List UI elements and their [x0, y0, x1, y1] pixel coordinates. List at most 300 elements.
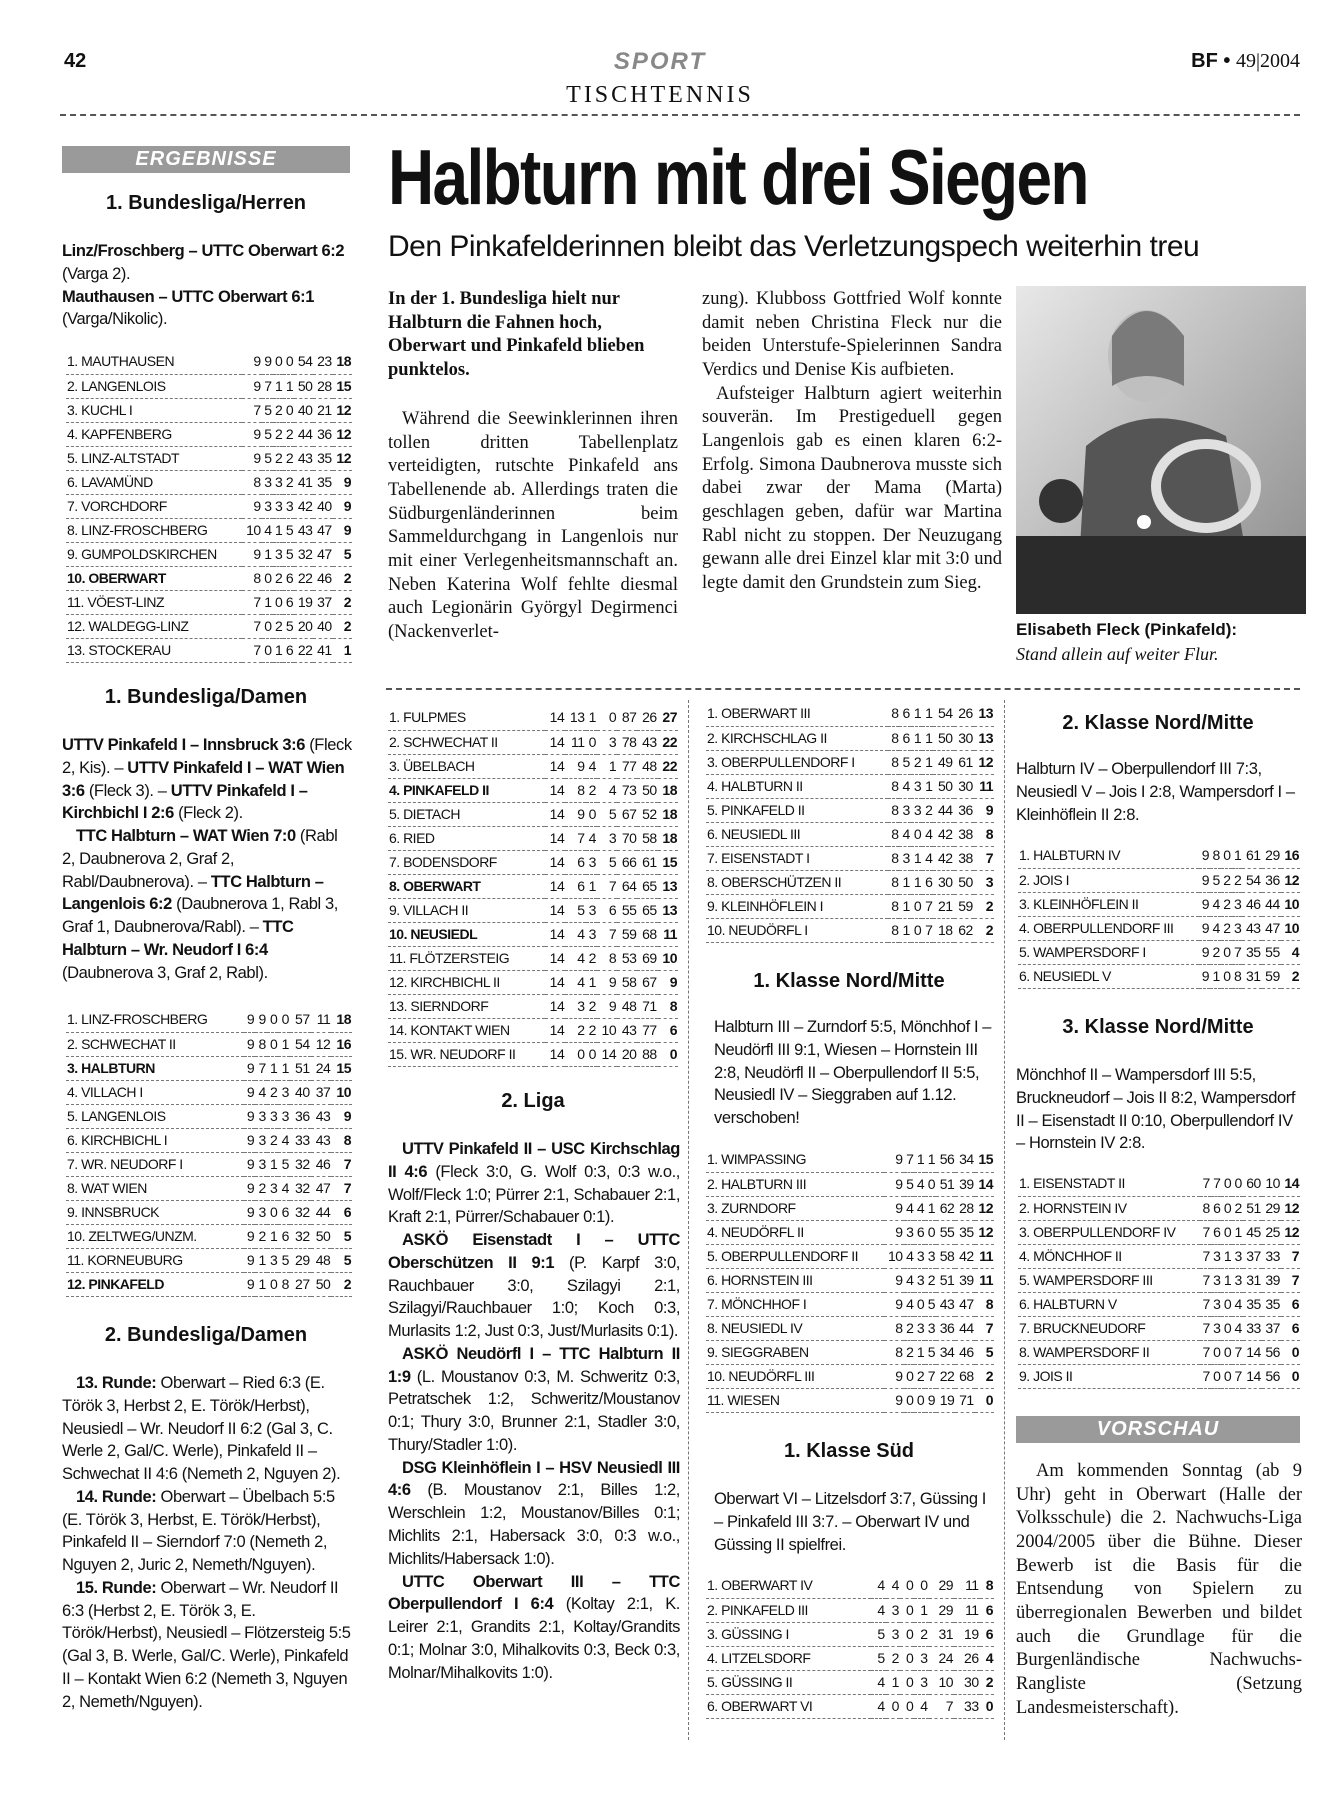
stat-cell: 7	[1200, 1364, 1211, 1388]
points-cell: 0	[1281, 1340, 1300, 1364]
stat-cell: 65	[637, 874, 657, 898]
k1sued-heading: 1. Klasse Süd	[783, 1440, 915, 1462]
stat-cell: 55	[617, 898, 637, 922]
stat-cell: 1	[586, 706, 597, 730]
team-name-cell: 7. VORCHDORF	[66, 494, 242, 518]
points-cell: 8	[658, 994, 678, 1018]
liga2-detail: (L. Moustanov 0:3, M. Schweritz 0:3, Petratschek 1:2, Schweritz/Moustanov 0:1; Thury 3:0, Brunner 2:1, Stadler 3:0, Thury/Stadler 1:0).	[388, 1367, 680, 1454]
team-name-cell: 3. OBERPULLENDORF IV	[1018, 1220, 1200, 1244]
team-name-cell: 3. ZURNDORF	[706, 1196, 884, 1220]
team-name-cell: 1. OBERWART III	[706, 702, 888, 726]
table-row	[66, 1224, 352, 1248]
table-row	[66, 374, 352, 398]
stat-cell: 1	[925, 1148, 936, 1172]
stat-cell: 50	[311, 1224, 332, 1248]
stat-cell: 1	[283, 374, 294, 398]
stat-cell: 7	[1200, 1268, 1211, 1292]
stat-cell: 6	[283, 566, 294, 590]
liga2-heading: 2. Liga	[501, 1090, 565, 1112]
points-cell: 0	[1281, 1364, 1300, 1388]
stat-cell: 9	[242, 422, 261, 446]
stat-cell: 5	[262, 398, 273, 422]
damen1-match: UTTV Pinkafeld I – WAT Wien 3:6	[62, 758, 345, 800]
table-row	[706, 870, 994, 894]
stat-cell: 11	[954, 1574, 980, 1598]
stat-cell: 47	[313, 542, 332, 566]
table-row	[66, 1128, 352, 1152]
table-row	[1018, 1292, 1300, 1316]
table-row	[706, 894, 994, 918]
stat-cell: 46	[313, 566, 332, 590]
table-row	[66, 350, 352, 374]
stat-cell: 50	[933, 774, 953, 798]
team-name-cell: 4. LITZELSDORF	[706, 1646, 871, 1670]
team-name-cell: 4. MÖNCHHOF II	[1018, 1244, 1200, 1268]
stat-cell: 1	[1232, 844, 1243, 868]
stat-cell: 6	[914, 1220, 925, 1244]
stat-cell: 33	[1262, 1244, 1281, 1268]
k3nord-standings-table	[1018, 1172, 1300, 1389]
stat-cell: 2	[904, 1316, 915, 1340]
stat-cell: 2	[565, 1018, 585, 1042]
table-row	[1018, 1268, 1300, 1292]
stat-cell: 25	[1262, 1220, 1281, 1244]
stat-cell: 4	[871, 1694, 885, 1718]
stat-cell: 40	[313, 614, 332, 638]
stat-cell: 7	[242, 614, 261, 638]
team-name-cell: 9. GUMPOLDSKIRCHEN	[66, 542, 242, 566]
stat-cell: 3	[886, 1598, 900, 1622]
stat-cell: 1	[911, 726, 922, 750]
stat-cell: 7	[1200, 1244, 1211, 1268]
stat-cell: 34	[936, 1340, 955, 1364]
team-name-cell: 2. SCHWECHAT II	[388, 730, 545, 754]
stat-cell: 13	[565, 706, 585, 730]
table-row	[706, 1694, 994, 1718]
stat-cell: 71	[955, 1388, 974, 1412]
points-cell: 7	[974, 846, 994, 870]
stat-cell: 51	[936, 1268, 955, 1292]
liga2-detail: (Fleck 3:0, G. Wolf 0:3, 0:3 w.o., Wolf/Fleck 1:0; Pürrer 2:1, Schabauer 2:1, Kraft 2:1, Pürrer/Schabauer 0:1).	[388, 1162, 680, 1227]
stat-cell: 33	[290, 1128, 311, 1152]
stat-cell: 3	[267, 1176, 279, 1200]
damen1-detail: (Fleck 2, Kis). –	[62, 736, 352, 777]
stat-cell: 77	[637, 1018, 657, 1042]
team-name-cell: 3. HALBTURN	[66, 1056, 244, 1080]
stat-cell: 10	[884, 1244, 903, 1268]
stat-cell: 7	[1200, 1172, 1211, 1196]
points-cell: 9	[974, 798, 994, 822]
stat-cell: 22	[936, 1364, 955, 1388]
stat-cell: 46	[311, 1152, 332, 1176]
points-cell: 2	[974, 918, 994, 942]
stat-cell: 30	[933, 870, 953, 894]
stat-cell: 1	[586, 970, 597, 994]
team-name-cell: 1. LINZ-FROSCHBERG	[66, 1008, 244, 1032]
team-name-cell: 2. JOIS I	[1018, 868, 1199, 892]
damen1-detail: (Rabl 2, Daubnerova 2, Graf 2, Rabl/Daubnerova). –	[62, 827, 338, 891]
damen2-results	[62, 1372, 352, 1713]
stat-cell: 37	[313, 590, 332, 614]
stat-cell: 7	[929, 1694, 955, 1718]
stat-cell: 7	[922, 894, 933, 918]
stat-cell: 44	[933, 798, 953, 822]
stat-cell: 11	[954, 1598, 980, 1622]
stat-cell: 9	[597, 994, 617, 1018]
team-name-cell: 8. WAT WIEN	[66, 1176, 244, 1200]
stat-cell: 2	[273, 446, 284, 470]
stat-cell: 2	[267, 1080, 279, 1104]
stat-cell: 9	[244, 1272, 256, 1296]
stat-cell: 1	[262, 590, 273, 614]
stat-cell: 4	[904, 1292, 915, 1316]
damen2-r13-label: 13. Runde:	[76, 1374, 157, 1392]
points-cell: 13	[974, 726, 994, 750]
stat-cell: 3	[262, 494, 273, 518]
stat-cell: 4	[1232, 1316, 1243, 1340]
points-cell: 9	[333, 518, 352, 542]
stat-cell: 60	[1243, 1172, 1262, 1196]
stat-cell: 1	[597, 754, 617, 778]
team-name-cell: 5. WAMPERSDORF I	[1018, 940, 1199, 964]
points-cell: 12	[1281, 1220, 1300, 1244]
issue-number: 49|2004	[1235, 50, 1300, 72]
stat-cell: 50	[311, 1272, 332, 1296]
table-row	[706, 798, 994, 822]
stat-cell: 9	[884, 1364, 903, 1388]
stat-cell: 40	[290, 1080, 311, 1104]
points-cell: 0	[980, 1694, 994, 1718]
stat-cell: 5	[262, 422, 273, 446]
stat-cell: 7	[262, 374, 273, 398]
stat-cell: 55	[1262, 940, 1281, 964]
stat-cell: 47	[1262, 916, 1281, 940]
stat-cell: 21	[313, 398, 332, 422]
stat-cell: 31	[1242, 964, 1261, 988]
stat-cell: 9	[244, 1176, 256, 1200]
table-row	[1018, 1340, 1300, 1364]
team-name-cell: 8. WAMPERSDORF II	[1018, 1340, 1200, 1364]
team-name-cell: 10. ZELTWEG/UNZM.	[66, 1224, 244, 1248]
stat-cell: 9	[244, 1200, 256, 1224]
stat-cell: 2	[273, 614, 284, 638]
stat-cell: 5	[1210, 868, 1221, 892]
preview-text: Am kommenden Sonntag (ab 9 Uhr) geht in Oberwart (Halle der Volksschule) die 2. Nachwuchs-Liga 2004/2005 über die Bühne. Dieser Bewerb ist die Basis für die Entsendung von Spielern zu überregionalen Bewerben und bildet auch die Grundlage für die Burgenländische Nachwuchs-Rangliste (Setzung Landesmeisterschaft).	[1016, 1461, 1302, 1718]
stat-cell: 1	[255, 1248, 267, 1272]
team-name-cell: 7. MÖNCHHOF I	[706, 1292, 884, 1316]
table-row	[66, 470, 352, 494]
team-name-cell: 8. LINZ-FROSCHBERG	[66, 518, 242, 542]
stat-cell: 14	[545, 970, 565, 994]
table-row	[1018, 916, 1300, 940]
k3nord-heading: 3. Klasse Nord/Mitte	[1062, 1016, 1254, 1038]
stat-cell: 0	[565, 1042, 585, 1066]
stat-cell: 4	[1210, 916, 1221, 940]
stat-cell: 2	[586, 946, 597, 970]
table-row	[66, 446, 352, 470]
points-cell: 2	[333, 566, 352, 590]
stat-cell: 3	[1211, 1316, 1222, 1340]
table-row	[388, 754, 678, 778]
stat-cell: 0	[267, 1272, 279, 1296]
stat-cell: 9	[242, 494, 261, 518]
liga2-standings-table	[706, 702, 994, 943]
stat-cell: 32	[290, 1224, 311, 1248]
team-name-cell: 3. ÜBELBACH	[388, 754, 545, 778]
stat-cell: 42	[955, 1244, 974, 1268]
damen2-heading: 2. Bundesliga/Damen	[104, 1324, 308, 1346]
stat-cell: 50	[637, 778, 657, 802]
points-cell: 5	[333, 542, 352, 566]
stat-cell: 2	[911, 750, 922, 774]
stat-cell: 37	[1243, 1244, 1262, 1268]
stat-cell: 9	[884, 1196, 903, 1220]
points-cell: 4	[980, 1646, 994, 1670]
team-name-cell: 5. DIETACH	[388, 802, 545, 826]
stat-cell: 7	[922, 918, 933, 942]
points-cell: 10	[1281, 892, 1300, 916]
points-cell: 13	[974, 702, 994, 726]
stat-cell: 9	[565, 754, 585, 778]
stat-cell: 54	[290, 1032, 311, 1056]
points-cell: 14	[1281, 1172, 1300, 1196]
team-name-cell: 4. VILLACH I	[66, 1080, 244, 1104]
k1sued-text: Oberwart VI – Litzelsdorf 3:7, Güssing I – Pinkafeld III 3:7. – Oberwart IV und Güssing II spielfrei.	[714, 1490, 986, 1554]
team-name-cell: 5. PINKAFELD II	[706, 798, 888, 822]
stat-cell: 68	[955, 1364, 974, 1388]
points-cell: 15	[331, 1056, 352, 1080]
stat-cell: 47	[311, 1176, 332, 1200]
liga2-detail: (P. Karpf 3:0, Rauchbauer 3:0, Szilagyi 2:1, Szilagyi/Rauchbauer 1:0; Koch 0:3, Murlasits 1:2, Just 0:3, Just/Murlasits 0:1).	[388, 1253, 680, 1341]
stat-cell: 21	[933, 894, 953, 918]
stat-cell: 5	[925, 1340, 936, 1364]
stat-cell: 78	[617, 730, 637, 754]
stat-cell: 32	[290, 1152, 311, 1176]
stat-cell: 41	[313, 638, 332, 662]
stat-cell: 0	[900, 1646, 914, 1670]
table-row	[66, 614, 352, 638]
team-name-cell: 2. HALBTURN III	[706, 1172, 884, 1196]
stat-cell: 2	[283, 470, 294, 494]
damen2-r15-label: 15. Runde:	[76, 1578, 157, 1597]
stat-cell: 0	[925, 1220, 936, 1244]
stat-cell: 0	[900, 1694, 914, 1718]
stat-cell: 61	[637, 850, 657, 874]
stat-cell: 20	[617, 1042, 637, 1066]
stat-cell: 6	[1211, 1220, 1222, 1244]
points-cell: 5	[975, 1340, 994, 1364]
stat-cell: 2	[1221, 916, 1232, 940]
stat-cell: 1	[911, 870, 922, 894]
stat-cell: 0	[262, 638, 273, 662]
team-name-cell: 3. GÜSSING I	[706, 1622, 871, 1646]
stat-cell: 55	[936, 1220, 955, 1244]
herren-r2-teams: Mauthausen – UTTC Oberwart 6:1	[62, 287, 315, 306]
stat-cell: 5	[899, 750, 910, 774]
team-name-cell: 2. HORNSTEIN IV	[1018, 1196, 1200, 1220]
stat-cell: 3	[565, 994, 585, 1018]
table-row	[706, 1268, 994, 1292]
stat-cell: 0	[278, 1008, 290, 1032]
stat-cell: 52	[637, 802, 657, 826]
stat-cell: 0	[914, 1574, 928, 1598]
stat-cell: 33	[954, 1694, 980, 1718]
stat-cell: 0	[925, 1172, 936, 1196]
points-cell: 12	[333, 398, 352, 422]
table-row	[66, 1104, 352, 1128]
team-name-cell: 12. PINKAFELD	[66, 1272, 244, 1296]
points-cell: 13	[658, 874, 678, 898]
stat-cell: 9	[925, 1388, 936, 1412]
team-name-cell: 4. OBERPULLENDORF III	[1018, 916, 1199, 940]
team-name-cell: 5. WAMPERSDORF III	[1018, 1268, 1200, 1292]
stat-cell: 0	[904, 1388, 915, 1412]
herren-r2-detail: (Varga/Nikolic).	[62, 310, 168, 329]
points-cell: 27	[658, 706, 678, 730]
stat-cell: 5	[283, 614, 294, 638]
header-divider	[60, 114, 1300, 116]
stat-cell: 4	[899, 774, 910, 798]
team-name-cell: 2. SCHWECHAT II	[66, 1032, 244, 1056]
points-cell: 11	[975, 1268, 994, 1292]
liga2-match: ASKÖ Neudörfl I – TTC Halbturn II 1:9	[388, 1344, 680, 1386]
points-cell: 22	[658, 754, 678, 778]
stat-cell: 5	[283, 542, 294, 566]
stat-cell: 1	[922, 726, 933, 750]
points-cell: 7	[331, 1152, 352, 1176]
stat-cell: 30	[954, 1670, 980, 1694]
team-name-cell: 6. LAVAMÜND	[66, 470, 242, 494]
stat-cell: 3	[586, 922, 597, 946]
stat-cell: 0	[1221, 1316, 1232, 1340]
stat-cell: 0	[911, 822, 922, 846]
team-name-cell: 7. WR. NEUDORF I	[66, 1152, 244, 1176]
points-cell: 16	[331, 1032, 352, 1056]
team-name-cell: 6. OBERWART VI	[706, 1694, 871, 1718]
points-cell: 0	[658, 1042, 678, 1066]
stat-cell: 5	[597, 850, 617, 874]
stat-cell: 42	[294, 494, 313, 518]
stat-cell: 26	[954, 1646, 980, 1670]
stat-cell: 1	[267, 1224, 279, 1248]
team-name-cell: 14. KONTAKT WIEN	[388, 1018, 545, 1042]
stat-cell: 8	[888, 822, 899, 846]
stat-cell: 11	[565, 730, 585, 754]
stat-cell: 62	[936, 1196, 955, 1220]
points-cell: 11	[974, 774, 994, 798]
stat-cell: 3	[586, 850, 597, 874]
points-cell: 6	[980, 1622, 994, 1646]
stat-cell: 0	[911, 894, 922, 918]
stat-cell: 1	[911, 702, 922, 726]
stat-cell: 42	[933, 822, 953, 846]
stat-cell: 46	[955, 1340, 974, 1364]
stat-cell: 8	[1232, 964, 1243, 988]
stat-cell: 73	[617, 778, 637, 802]
stat-cell: 2	[586, 778, 597, 802]
table-row	[388, 730, 678, 754]
stat-cell: 0	[1221, 1292, 1232, 1316]
stat-cell: 5	[278, 1248, 290, 1272]
points-cell: 7	[975, 1316, 994, 1340]
stat-cell: 2	[1221, 868, 1232, 892]
table-row	[706, 774, 994, 798]
stat-cell: 2	[273, 398, 284, 422]
team-name-cell: 4. HALBTURN II	[706, 774, 888, 798]
stat-cell: 6	[899, 702, 910, 726]
stat-cell: 40	[294, 398, 313, 422]
table-row	[1018, 1172, 1300, 1196]
team-name-cell: 6. NEUSIEDL III	[706, 822, 888, 846]
table-row	[66, 638, 352, 662]
article-body-2	[702, 288, 1002, 596]
stat-cell: 4	[278, 1128, 290, 1152]
stat-cell: 39	[1262, 1268, 1281, 1292]
stat-cell: 44	[955, 1316, 974, 1340]
stat-cell: 4	[904, 1196, 915, 1220]
stat-cell: 2	[273, 566, 284, 590]
stat-cell: 4	[255, 1080, 267, 1104]
stat-cell: 7	[1211, 1172, 1222, 1196]
stat-cell: 4	[871, 1670, 885, 1694]
stat-cell: 1	[255, 1272, 267, 1296]
table-row	[66, 542, 352, 566]
article-divider	[386, 688, 1300, 690]
stat-cell: 9	[1199, 940, 1210, 964]
stat-cell: 3	[914, 1670, 928, 1694]
stat-cell: 3	[1232, 892, 1243, 916]
points-cell: 10	[331, 1080, 352, 1104]
points-cell: 12	[974, 750, 994, 774]
stat-cell: 29	[1262, 1196, 1281, 1220]
stat-cell: 14	[1243, 1340, 1262, 1364]
stat-cell: 14	[545, 1018, 565, 1042]
stat-cell: 3	[273, 542, 284, 566]
stat-cell: 2	[922, 798, 933, 822]
stat-cell: 30	[954, 774, 974, 798]
stat-cell: 9	[244, 1128, 256, 1152]
stat-cell: 8	[888, 726, 899, 750]
stat-cell: 1	[273, 638, 284, 662]
team-name-cell: 10. OBERWART	[66, 566, 242, 590]
table-row	[66, 1272, 352, 1296]
stat-cell: 54	[1242, 868, 1261, 892]
stat-cell: 0	[262, 566, 273, 590]
stat-cell: 65	[637, 898, 657, 922]
stat-cell: 19	[294, 590, 313, 614]
stat-cell: 4	[922, 822, 933, 846]
team-name-cell: 5. LANGENLOIS	[66, 1104, 244, 1128]
team-name-cell: 1. WIMPASSING	[706, 1148, 884, 1172]
stat-cell: 4	[914, 1694, 928, 1718]
stat-cell: 47	[313, 518, 332, 542]
table-row	[706, 1646, 994, 1670]
stat-cell: 14	[545, 874, 565, 898]
team-name-cell: 13. STOCKERAU	[66, 638, 242, 662]
stat-cell: 6	[278, 1224, 290, 1248]
points-cell: 18	[658, 778, 678, 802]
team-name-cell: 1. MAUTHAUSEN	[66, 350, 242, 374]
stat-cell: 3	[899, 846, 910, 870]
section-label: SPORT	[613, 48, 707, 75]
stat-cell: 6	[283, 638, 294, 662]
stat-cell: 14	[545, 826, 565, 850]
table-row	[66, 1008, 352, 1032]
stat-cell: 10	[1262, 1172, 1281, 1196]
points-cell: 15	[975, 1148, 994, 1172]
points-cell: 2	[333, 614, 352, 638]
stat-cell: 4	[904, 1268, 915, 1292]
